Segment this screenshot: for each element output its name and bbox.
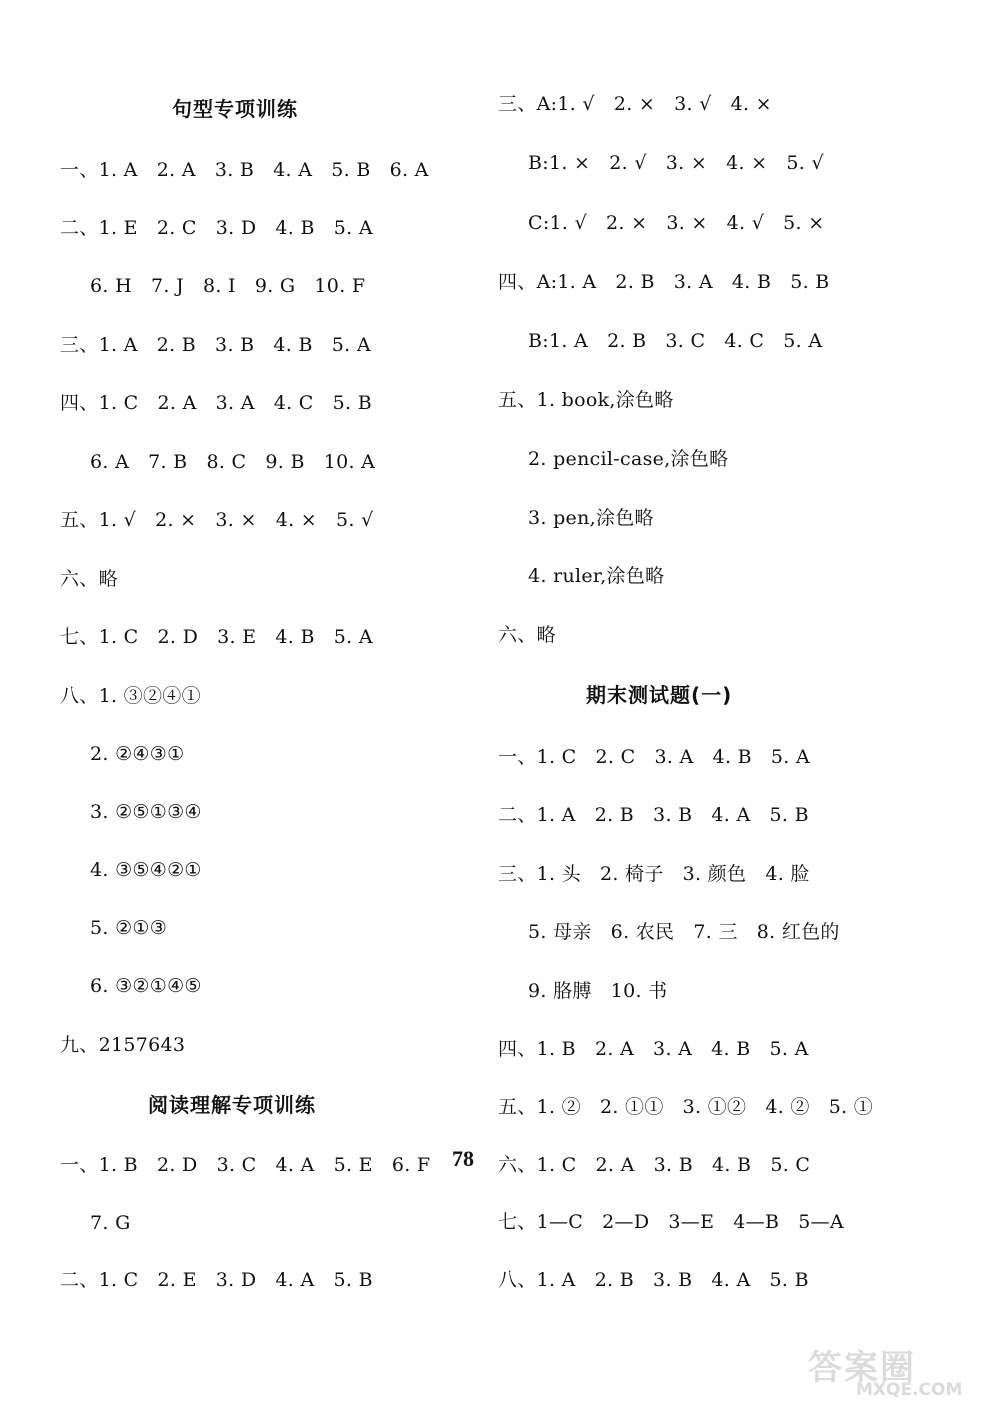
page-number: 78 xyxy=(452,1146,474,1171)
answer-line: 6. A 7. B 8. C 9. B 10. A xyxy=(90,451,376,473)
answer-line: 五、1. √ 2. × 3. × 4. × 5. √ xyxy=(60,509,374,531)
section-heading-reading-training: 阅读理解专项训练 xyxy=(148,1093,316,1117)
section-heading-final-exam-1: 期末测试题(一) xyxy=(586,683,733,707)
answer-line: 三、1. A 2. B 3. B 4. B 5. A xyxy=(60,334,371,356)
answer-line: 9. 胳膊 10. 书 xyxy=(528,980,668,1002)
answer-line: B:1. A 2. B 3. C 4. C 5. A xyxy=(528,330,823,352)
answer-line: 六、略 xyxy=(498,624,556,646)
answer-line: C:1. √ 2. × 3. × 4. √ 5. × xyxy=(528,212,825,234)
answer-line: 四、1. C 2. A 3. A 4. C 5. B xyxy=(60,392,372,414)
answer-line: 五、1. book,涂色略 xyxy=(498,389,674,411)
answer-line: 一、1. C 2. C 3. A 4. B 5. A xyxy=(498,746,810,768)
answer-line: 六、略 xyxy=(60,568,118,590)
answer-line: 七、1—C 2—D 3—E 4—B 5—A xyxy=(498,1211,844,1233)
answer-line: 三、A:1. √ 2. × 3. √ 4. × xyxy=(498,93,772,115)
answer-line: 4. ③⑤④②① xyxy=(90,859,202,881)
watermark-url: MXQE.COM xyxy=(856,1380,963,1400)
answer-line: 2. pencil-case,涂色略 xyxy=(528,448,729,470)
watermark-logo xyxy=(808,1340,993,1400)
answer-line: 九、2157643 xyxy=(60,1034,186,1056)
answer-line: 一、1. A 2. A 3. B 4. A 5. B 6. A xyxy=(60,159,429,181)
answer-line: 二、1. A 2. B 3. B 4. A 5. B xyxy=(498,804,809,826)
answer-line: 6. H 7. J 8. I 9. G 10. F xyxy=(90,275,366,297)
answer-line: 六、1. C 2. A 3. B 4. B 5. C xyxy=(498,1154,811,1176)
answer-line: 5. 母亲 6. 农民 7. 三 8. 红色的 xyxy=(528,921,840,943)
answer-line: 5. ②①③ xyxy=(90,917,168,939)
answer-line: 七、1. C 2. D 3. E 4. B 5. A xyxy=(60,626,373,648)
answer-line: B:1. × 2. √ 3. × 4. × 5. √ xyxy=(528,152,824,174)
watermark-logo-text: 答案圈 xyxy=(808,1348,916,1388)
answer-line: 6. ③②①④⑤ xyxy=(90,975,202,997)
answer-line: 7. G xyxy=(90,1212,131,1234)
answer-line: 4. ruler,涂色略 xyxy=(528,565,665,587)
answer-line: 二、1. E 2. C 3. D 4. B 5. A xyxy=(60,217,373,239)
answer-line: 3. pen,涂色略 xyxy=(528,507,654,529)
answer-line: 三、1. 头 2. 椅子 3. 颜色 4. 脸 xyxy=(498,863,810,885)
section-heading-sentence-training: 句型专项训练 xyxy=(172,97,298,121)
answer-line: 2. ②④③① xyxy=(90,743,185,765)
answer-line: 五、1. ② 2. ①① 3. ①② 4. ② 5. ① xyxy=(498,1096,874,1118)
answer-line: 四、A:1. A 2. B 3. A 4. B 5. B xyxy=(498,271,830,293)
answer-line: 3. ②⑤①③④ xyxy=(90,801,202,823)
answer-line: 八、1. ③②④① xyxy=(60,685,201,707)
answer-line: 二、1. C 2. E 3. D 4. A 5. B xyxy=(60,1269,373,1291)
answer-line: 一、1. B 2. D 3. C 4. A 5. E 6. F xyxy=(60,1154,431,1176)
answer-line: 八、1. A 2. B 3. B 4. A 5. B xyxy=(498,1269,809,1291)
answer-line: 四、1. B 2. A 3. A 4. B 5. A xyxy=(498,1038,809,1060)
